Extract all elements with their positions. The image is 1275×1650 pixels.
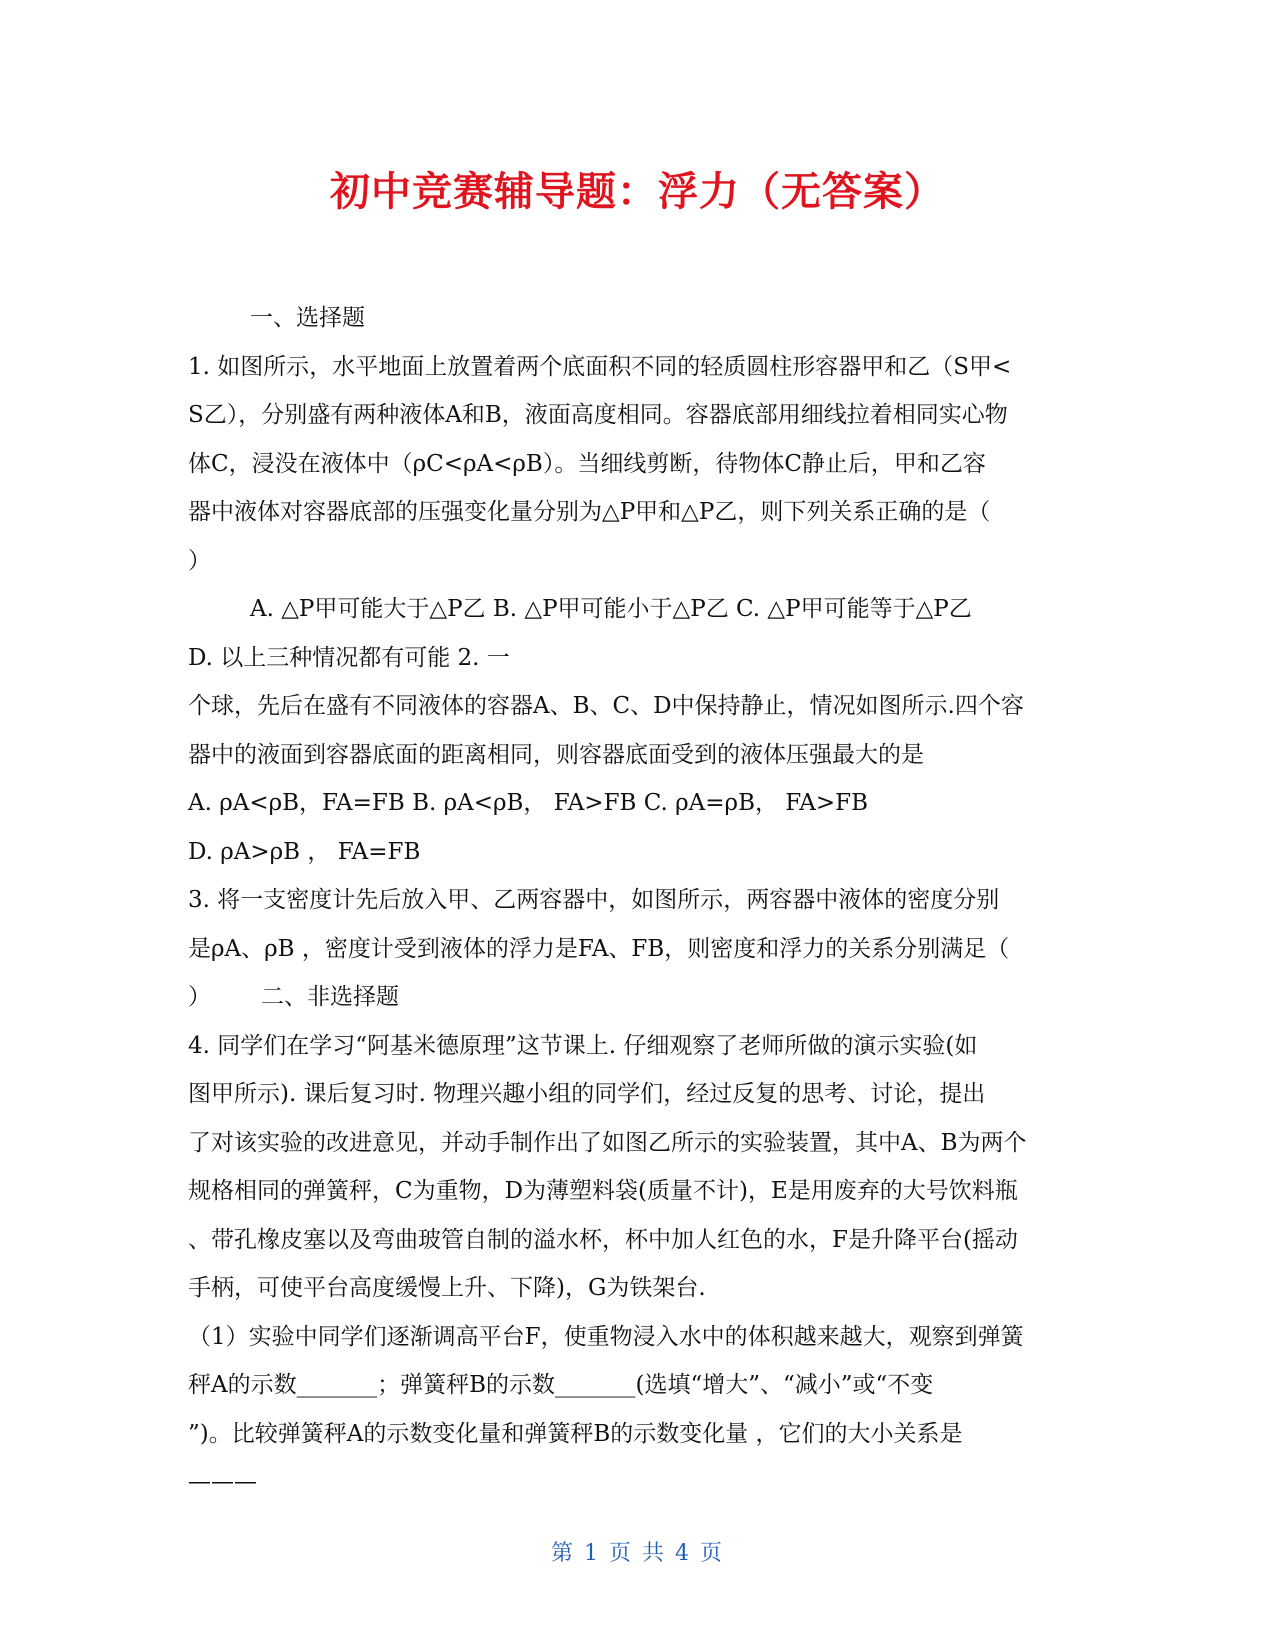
question-1-option-d: D. 以上三种情况都有可能 2. 一 <box>188 644 510 671</box>
question-2-option-d: D. ρA>ρB ， FA=FB <box>188 838 421 865</box>
question-1-line-3: 体C，浸没在液体中（ρC<ρA<ρB）。当细线剪断，待物体C静止后，甲和乙容 <box>188 450 986 477</box>
question-3-line-2: 是ρA、ρB ，密度计受到液体的浮力是FA、FB，则密度和浮力的关系分别满足（ <box>188 935 1010 962</box>
question-1-line-2: S乙），分别盛有两种液体A和B，液面高度相同。容器底部用细线拉着相同实心物 <box>188 402 1008 428</box>
question-1-options: A. △P甲可能大于△P乙 B. △P甲可能小于△P乙 C. △P甲可能等于△P乙 <box>250 596 972 622</box>
question-4-line-4: 规格相同的弹簧秤，C为重物，D为薄塑料袋(质量不计)，E是用废弃的大号饮料瓶 <box>188 1178 1018 1204</box>
section-heading-choice: 一、选择题 <box>250 305 365 331</box>
question-1-line-4: 器中液体对容器底部的压强变化量分别为△P甲和△P乙，则下列关系正确的是（ <box>188 499 991 525</box>
page-footer: 第 1 页 共 4 页 <box>551 1541 724 1566</box>
document-title: 初中竞赛辅导题：浮力（无答案） <box>330 169 945 215</box>
question-2-line-1: 个球，先后在盛有不同液体的容器A、B、C、D中保持静止，情况如图所示.四个容 <box>188 693 1024 719</box>
question-1-line-5: ） <box>188 547 211 574</box>
question-4-part-1-line-1: （1）实验中同学们逐渐调高平台F，使重物浸入水中的体积越来越大，观察到弹簧 <box>188 1323 1024 1350</box>
question-4-line-3: 了对该实验的改进意见，并动手制作出了如图乙所示的实验装置，其中A、B为两个 <box>188 1129 1027 1156</box>
question-4-part-1-line-3: ”)。比较弹簧秤A的示数变化量和弹簧秤B的示数变化量 ，它们的大小关系是 <box>188 1420 963 1447</box>
document-body <box>188 294 1088 1507</box>
question-4-line-1: 4. 同学们在学习“阿基米德原理”这节课上. 仔细观察了老师所做的演示实验(如 <box>188 1032 978 1059</box>
question-3-paren: ） <box>188 984 211 1010</box>
question-3-line-3 <box>188 973 1088 1022</box>
question-4-part-1-blank: ——— <box>188 1469 257 1495</box>
section-heading-nonchoice: 二、非选择题 <box>261 984 399 1010</box>
question-3-line-1: 3. 将一支密度计先后放入甲、乙两容器中，如图所示，两容器中液体的密度分别 <box>188 887 1000 913</box>
question-4-part-1-line-2: 秤A的示数_______；弹簧秤B的示数_______(选填“增大”、“减小”或“不变 <box>188 1372 934 1398</box>
question-2-line-2: 器中的液面到容器底面的距离相同，则容器底面受到的液体压强最大的是 <box>188 741 924 768</box>
question-4-line-2: 图甲所示). 课后复习时. 物理兴趣小组的同学们，经过反复的思考、讨论，提出 <box>188 1081 986 1107</box>
question-2-options-abc: A. ρA<ρB，FA=FB B. ρA<ρB， FA>FB C. ρA=ρB， FA>FB <box>188 790 868 816</box>
question-4-line-5: 、带孔橡皮塞以及弯曲玻管自制的溢水杯，杯中加人红色的水，F是升降平台(摇动 <box>188 1226 1018 1253</box>
question-1-line-1: 1. 如图所示，水平地面上放置着两个底面积不同的轻质圆柱形容器甲和乙（S甲< <box>188 353 1012 380</box>
question-4-line-6: 手柄，可使平台高度缓慢上升、下降)，G为铁架台. <box>188 1275 706 1301</box>
